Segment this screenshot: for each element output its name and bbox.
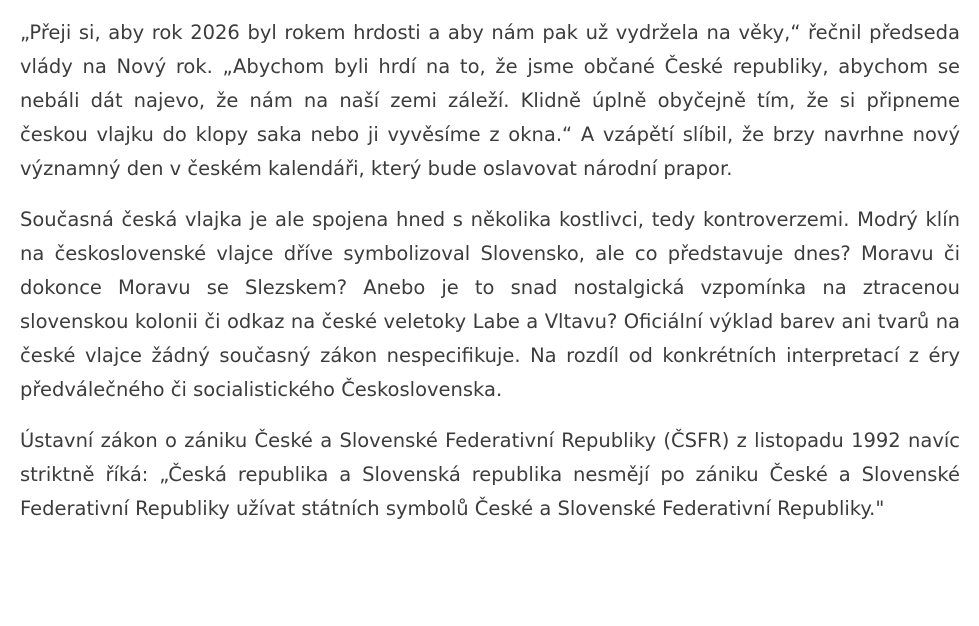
article-body bbox=[20, 16, 960, 526]
article-paragraph: Ústavní zákon o zániku České a Slovenské Federativní Republiky (ČSFR) z listopadu 1992 navíc striktně říká: „Česká republika a Slovenská republika nesmějí po zániku České a Slovenské Federativní Republiky užívat státních symbolů České a Slovenské Federativní Republiky." bbox=[20, 429, 960, 520]
article-paragraph: „Přeji si, aby rok 2026 byl rokem hrdosti a aby nám pak už vydržela na věky,“ řečnil předseda vlády na Nový rok. „Abychom byli hrdí na to, že jsme občané České republiky, abychom se nebáli dát najevo, že nám na naší zemi záleží. Klidně úplně obyčejně tím, že si připneme českou vlajku do klopy saka nebo ji vyvěsíme z okna.“ A vzápětí slíbil, že brzy navrhne nový významný den v českém kalendáři, který bude oslavovat národní prapor. bbox=[20, 21, 960, 180]
article-paragraph: Současná česká vlajka je ale spojena hned s několika kostlivci, tedy kontroverzemi. Modrý klín na československé vlajce dříve symbolizoval Slovensko, ale co představuje dnes? Moravu či dokonce Moravu se Slezskem? Anebo je to snad nostalgická vzpomínka na ztracenou slovenskou kolonii či odkaz na české veletoky Labe a Vltavu? Oficiální výklad barev ani tvarů na české vlajce žádný současný zákon nespecifikuje. Na rozdíl od konkrétních interpretací z éry předválečného či socialistického Československa. bbox=[20, 208, 960, 401]
